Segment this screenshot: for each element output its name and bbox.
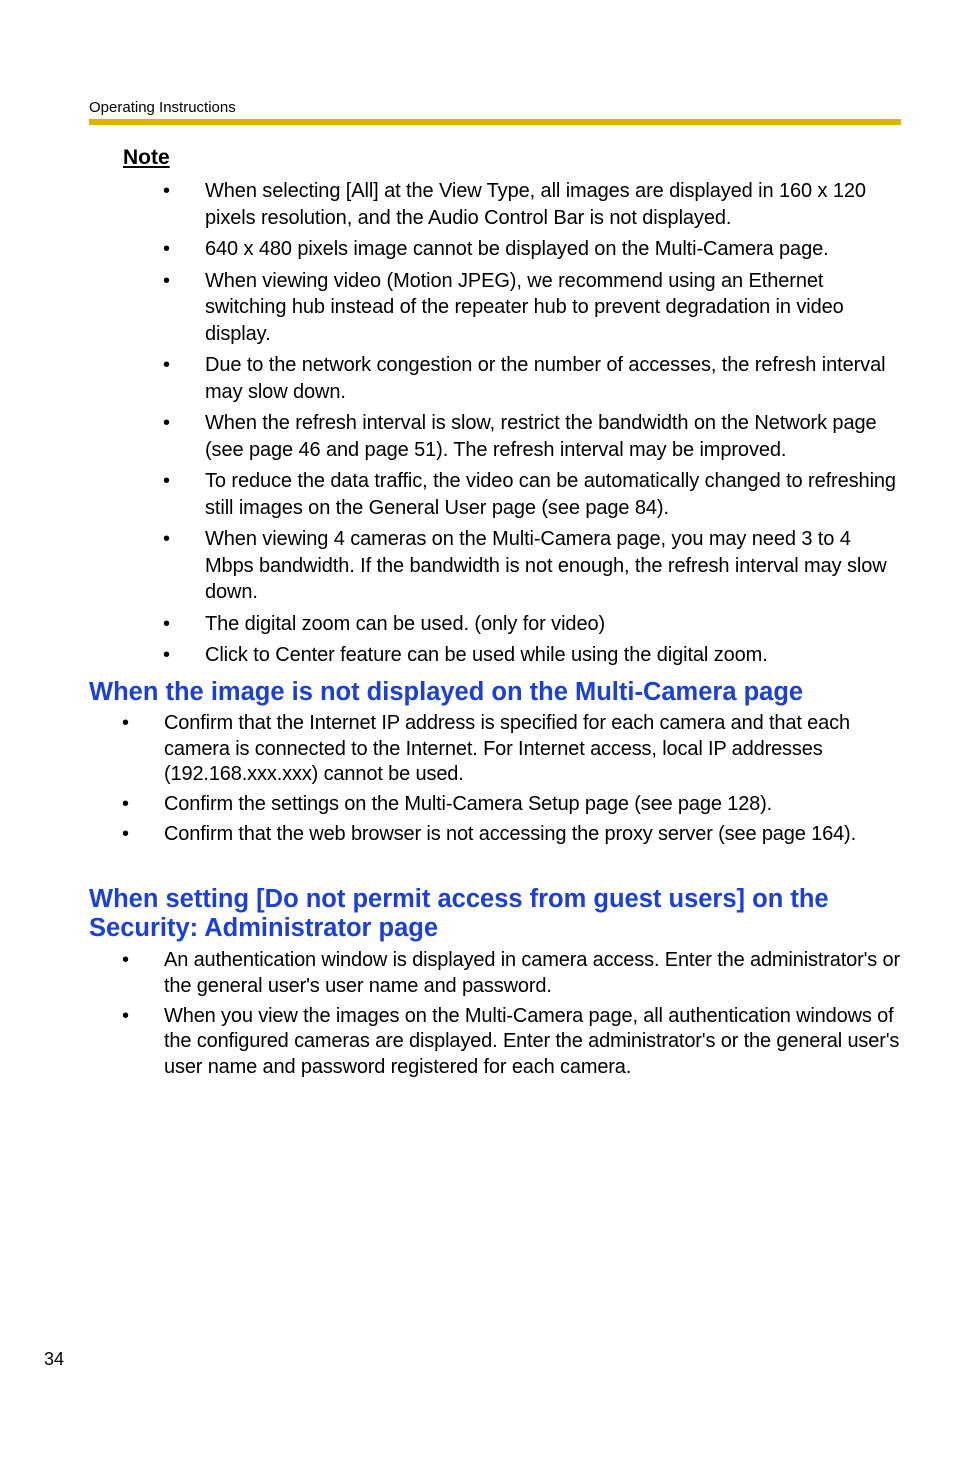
bullet-icon: • (163, 238, 170, 260)
note-item-text: When viewing video (Motion JPEG), we recommend using an Ethernet switching hub instead of the repeater hub to prevent degradation in video display. (205, 269, 844, 345)
note-item-text: When the refresh interval is slow, restrict the bandwidth on the Network page (see page 46 and page 51). The refresh interval may be improved. (205, 412, 877, 461)
list-item (122, 1004, 901, 1081)
note-item (163, 236, 901, 263)
bullet-icon: • (163, 354, 170, 376)
note-item (163, 352, 901, 405)
bullet-icon: • (163, 612, 170, 635)
bullet-icon: • (163, 528, 170, 550)
list-item (122, 822, 901, 848)
header-rule (89, 119, 901, 125)
list-item-text: Confirm that the web browser is not accessing the proxy server (see page 164). (164, 823, 856, 845)
bullet-icon: • (122, 793, 129, 815)
list-item (122, 792, 901, 818)
section-heading-guest-access: When setting [Do not permit access from guest users] on the Security: Administrator page (89, 885, 829, 942)
note-item-text: 640 x 480 pixels image cannot be displayed on the Multi-Camera page. (205, 238, 829, 260)
list-item (122, 711, 901, 788)
note-title: Note (123, 146, 170, 169)
note-item (163, 410, 901, 463)
note-item-text: To reduce the data traffic, the video can be automatically changed to refreshing still images on the General User page (see page 84). (205, 470, 896, 519)
bullet-icon: • (122, 949, 129, 971)
bullet-icon: • (122, 712, 129, 734)
running-header: Operating Instructions (89, 99, 236, 116)
bullet-icon: • (163, 644, 170, 666)
note-item-text: The digital zoom can be used. (only for video) (205, 612, 606, 635)
bullet-icon: • (163, 269, 170, 292)
list-item-text: When you view the images on the Multi-Camera page, all authentication windows of the configured cameras are displayed. Enter the administrator's or the general user's user name and password registered for each camera. (164, 1004, 900, 1078)
note-item (163, 268, 901, 348)
note-item (163, 611, 901, 638)
list-item-text: Confirm that the Internet IP address is specified for each camera and that each camera is connected to the Internet. For Internet access, local IP addresses (192.168.xxx.xxx) cannot be used. (164, 712, 850, 785)
note-item (163, 526, 901, 606)
note-item-text: When viewing 4 cameras on the Multi-Camera page, you may need 3 to 4 Mbps bandwidth. If the bandwidth is not enough, the refresh interval may slow down. (205, 528, 887, 603)
note-item (163, 178, 901, 231)
list-item-text: An authentication window is displayed in camera access. Enter the administrator's or the general user's user name and password. (164, 949, 901, 997)
multi-camera-list (122, 711, 901, 852)
note-item (163, 642, 901, 669)
note-item-text: Due to the network congestion or the number of accesses, the refresh interval may slow down. (205, 354, 886, 403)
page-number: 34 (44, 1349, 65, 1369)
note-item-text: When selecting [All] at the View Type, all images are displayed in 160 x 120 pixels resolution, and the Audio Control Bar is not displayed. (205, 180, 866, 229)
section-heading-multi-camera: When the image is not displayed on the Multi-Camera page (89, 678, 804, 706)
note-item-text: Click to Center feature can be used while using the digital zoom. (205, 644, 768, 666)
note-list (163, 178, 901, 674)
note-item (163, 468, 901, 521)
bullet-icon: • (163, 180, 170, 202)
bullet-icon: • (122, 1004, 129, 1027)
bullet-icon: • (122, 823, 129, 845)
list-item-text: Confirm the settings on the Multi-Camera Setup page (see page 128). (164, 793, 773, 815)
list-item (122, 948, 901, 999)
bullet-icon: • (163, 470, 170, 492)
bullet-icon: • (163, 412, 170, 434)
guest-access-list (122, 948, 901, 1085)
